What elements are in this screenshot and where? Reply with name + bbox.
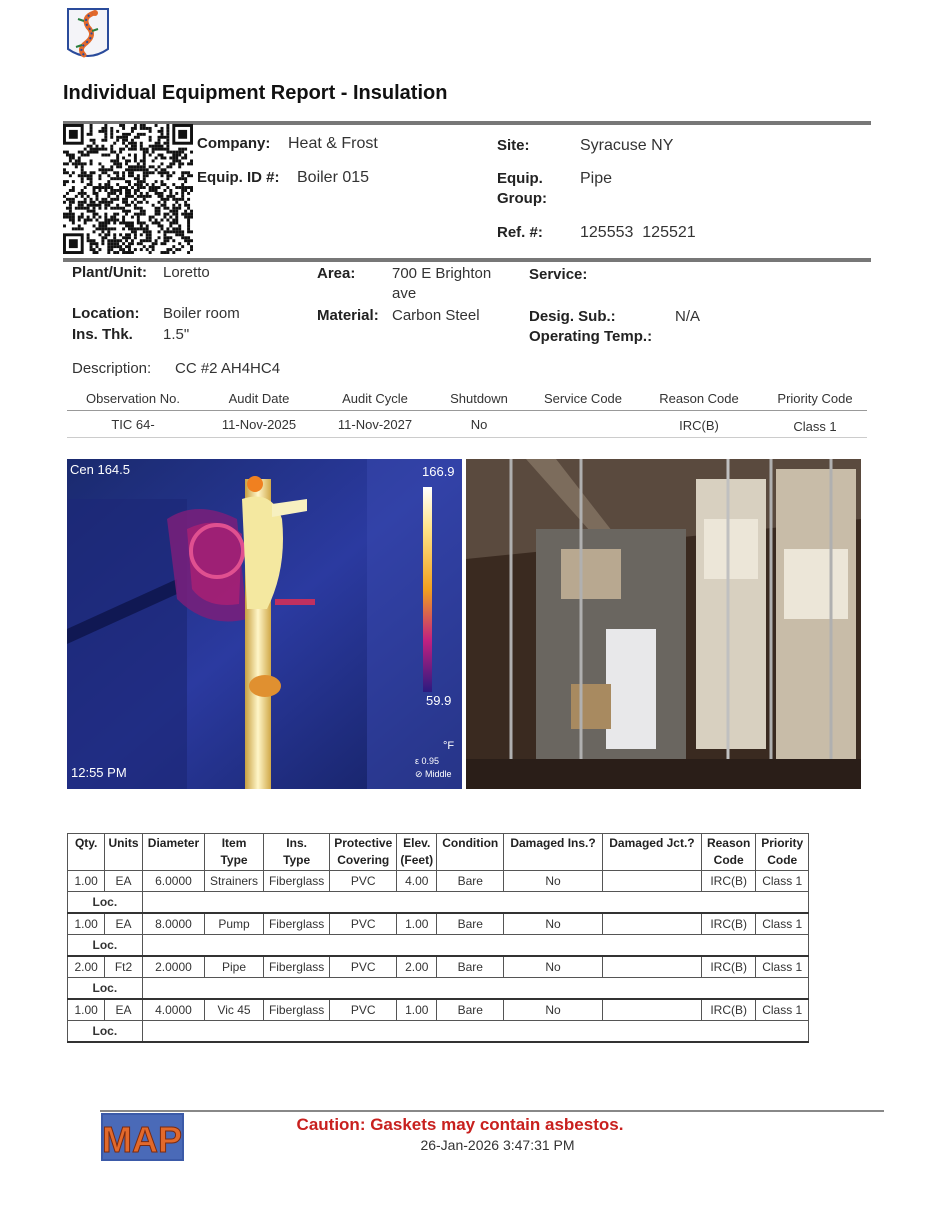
table-cell: 1.00: [68, 999, 105, 1021]
table-cell: Fiberglass: [263, 913, 330, 935]
table-header-cell: [397, 834, 437, 871]
table-header-cell: [437, 834, 504, 871]
thermal-image-graphic: [67, 459, 462, 789]
table-row: [68, 913, 809, 935]
obs-header-service-code: Service Code: [543, 391, 623, 406]
operating-temp-label: Operating Temp.:: [529, 328, 653, 345]
table-loc-row: [68, 1021, 809, 1043]
loc-label: Loc.: [68, 978, 143, 1000]
table-cell: 1.00: [397, 999, 437, 1021]
table-cell: 4.00: [397, 871, 437, 892]
table-cell: PVC: [330, 956, 397, 978]
loc-value: [142, 892, 808, 914]
table-cell: IRC(B): [701, 999, 756, 1021]
obs-value-shutdown: No: [470, 417, 488, 432]
obs-header-shutdown: Shutdown: [450, 391, 508, 406]
table-cell: PVC: [330, 913, 397, 935]
table-header-line: Units: [108, 836, 139, 850]
table-header-cell: [263, 834, 330, 871]
map-logo-text: MAP: [102, 1119, 182, 1160]
site-value: Syracuse NY: [580, 137, 674, 154]
table-row: [68, 956, 809, 978]
table-header-line: Damaged Ins.?: [510, 836, 596, 850]
thermal-max-temp: 166.9: [422, 464, 455, 479]
table-header-cell: [330, 834, 397, 871]
table-row: [68, 999, 809, 1021]
table-header-cell: [105, 834, 142, 871]
table-header-line: Covering: [337, 853, 390, 867]
table-header-line: [605, 852, 699, 869]
table-header-line: Code: [767, 853, 798, 867]
table-header-line: Type: [220, 853, 248, 867]
info-divider: [63, 258, 871, 262]
table-cell: [602, 871, 701, 892]
table-loc-row: [68, 935, 809, 957]
loc-label: Loc.: [68, 1021, 143, 1043]
table-header-cell: [504, 834, 603, 871]
map-logo-icon: [101, 1113, 184, 1161]
area-value-line2: ave: [392, 285, 417, 302]
table-cell: IRC(B): [701, 956, 756, 978]
obs-value-audit-date: 11-Nov-2025: [221, 417, 297, 432]
ins-thk-value: 1.5": [163, 326, 190, 343]
table-header-line: Reason: [706, 836, 751, 850]
material-label: Material:: [317, 307, 379, 324]
site-photo: [466, 459, 861, 789]
table-header-line: Qty.: [74, 836, 98, 850]
table-cell: 1.00: [68, 913, 105, 935]
table-cell: No: [504, 913, 603, 935]
report-title: Individual Equipment Report - Insulation: [63, 82, 448, 104]
table-header-line: Type: [283, 853, 311, 867]
table-cell: No: [504, 871, 603, 892]
ref-label: Ref. #:: [497, 224, 543, 241]
thermal-time: 12:55 PM: [71, 765, 127, 780]
loc-label: Loc.: [68, 892, 143, 914]
ins-thk-label: Ins. Thk.: [72, 326, 133, 343]
table-cell: PVC: [330, 999, 397, 1021]
table-row: [68, 871, 809, 892]
table-header-cell: [205, 834, 264, 871]
loc-value: [142, 935, 808, 957]
thermal-mode: ⊘ Middle: [415, 769, 452, 779]
footer-divider: [100, 1110, 884, 1112]
table-cell: Bare: [437, 913, 504, 935]
area-label: Area:: [317, 265, 356, 282]
report-timestamp: 26-Jan-2026 3:47:31 PM: [420, 1137, 575, 1153]
description-label: Description:: [72, 360, 152, 377]
table-header-line: Priority: [761, 836, 804, 850]
table-cell: Fiberglass: [263, 871, 330, 892]
table-cell: 1.00: [68, 871, 105, 892]
table-header-cell: [756, 834, 809, 871]
table-cell: Bare: [437, 956, 504, 978]
company-label: Company:: [197, 135, 271, 152]
table-header-line: Damaged Jct.?: [609, 836, 695, 850]
equip-group-label-1: Equip.: [497, 170, 543, 187]
table-header-line: [506, 852, 600, 869]
caution-text: Caution: Gaskets may contain asbestos.: [296, 1115, 624, 1134]
qr-code: [63, 124, 193, 254]
location-label: Location:: [72, 305, 140, 322]
thermal-unit: °F: [443, 740, 455, 752]
table-cell: 1.00: [397, 913, 437, 935]
plant-label: Plant/Unit:: [72, 264, 147, 281]
area-value-line1: 700 E Brighton: [392, 265, 492, 282]
equip-group-label-2: Group:: [497, 190, 547, 207]
table-cell: PVC: [330, 871, 397, 892]
table-header-line: Diameter: [147, 836, 200, 850]
table-cell: EA: [105, 913, 142, 935]
obs-header-priority-code: Priority Code: [777, 391, 853, 406]
table-header-cell: [142, 834, 205, 871]
table-loc-row: [68, 892, 809, 914]
table-header-line: Item: [221, 836, 247, 850]
obs-header-reason-code: Reason Code: [659, 391, 739, 406]
description-value: CC #2 AH4HC4: [175, 360, 281, 377]
table-cell: 4.0000: [142, 999, 205, 1021]
table-cell: EA: [105, 871, 142, 892]
obs-value-audit-cycle: 11-Nov-2027: [337, 417, 413, 432]
table-cell: [602, 999, 701, 1021]
table-cell: 8.0000: [142, 913, 205, 935]
desig-sub-label: Desig. Sub.:: [529, 308, 616, 325]
obs-value-reason-code: IRC(B): [679, 418, 719, 433]
site-photo-graphic: [466, 459, 861, 789]
table-cell: Pump: [205, 913, 264, 935]
table-cell: Ft2: [105, 956, 142, 978]
equip-id-label: Equip. ID #:: [197, 169, 280, 186]
table-header-line: (Feet): [400, 853, 434, 867]
table-header-line: [145, 852, 203, 869]
company-logo-icon: [64, 5, 112, 63]
table-header-line: Condition: [442, 836, 499, 850]
obs-header-audit-date: Audit Date: [228, 391, 290, 406]
thermal-center-temp: Cen 164.5: [70, 462, 130, 477]
obs-header-observation: Observation No.: [86, 391, 180, 406]
table-cell: Strainers: [205, 871, 264, 892]
table-cell: 2.00: [397, 956, 437, 978]
table-cell: 2.00: [68, 956, 105, 978]
obs-bottom-rule: [67, 437, 867, 438]
table-cell: Class 1: [756, 913, 809, 935]
table-header-line: Protective: [334, 836, 393, 850]
loc-value: [142, 978, 808, 1000]
table-header-row: [68, 834, 809, 871]
thermal-min-temp: 59.9: [426, 693, 452, 708]
equip-id-value: Boiler 015: [297, 169, 370, 186]
table-loc-row: [68, 978, 809, 1000]
obs-header-audit-cycle: Audit Cycle: [342, 391, 408, 406]
table-header-line: Elev.: [403, 836, 431, 850]
table-cell: No: [504, 999, 603, 1021]
table-header-line: [439, 852, 501, 869]
ref-value: 125553 125521: [580, 224, 696, 241]
table-cell: [602, 956, 701, 978]
table-cell: IRC(B): [701, 913, 756, 935]
table-header-cell: [602, 834, 701, 871]
table-cell: Fiberglass: [263, 999, 330, 1021]
table-cell: No: [504, 956, 603, 978]
table-cell: Class 1: [756, 956, 809, 978]
table-cell: Class 1: [756, 999, 809, 1021]
table-cell: 6.0000: [142, 871, 205, 892]
table-header-line: Ins.: [286, 836, 307, 850]
location-value: Boiler room: [163, 305, 240, 322]
loc-value: [142, 1021, 808, 1043]
table-header-cell: [68, 834, 105, 871]
table-cell: Vic 45: [205, 999, 264, 1021]
table-cell: Class 1: [756, 871, 809, 892]
desig-sub-value: N/A: [675, 308, 701, 325]
obs-divider: [67, 410, 867, 411]
table-header-line: [70, 852, 102, 869]
table-cell: Bare: [437, 871, 504, 892]
loc-label: Loc.: [68, 935, 143, 957]
table-cell: Pipe: [205, 956, 264, 978]
table-header-line: Code: [713, 853, 744, 867]
table-cell: EA: [105, 999, 142, 1021]
obs-value-priority-code: Class 1: [793, 419, 837, 434]
equip-group-value: Pipe: [580, 170, 613, 187]
service-label: Service:: [529, 266, 588, 283]
table-cell: IRC(B): [701, 871, 756, 892]
table-cell: Fiberglass: [263, 956, 330, 978]
obs-value-observation: TIC 64-: [111, 417, 155, 432]
material-value: Carbon Steel: [392, 307, 480, 324]
thermal-image: [67, 459, 462, 789]
table-cell: 2.0000: [142, 956, 205, 978]
plant-value: Loretto: [163, 264, 210, 281]
table-cell: [602, 913, 701, 935]
site-label: Site:: [497, 137, 530, 154]
company-value: Heat & Frost: [288, 135, 378, 152]
equipment-items-table: [67, 833, 809, 1043]
table-header-line: [107, 852, 139, 869]
thermal-emissivity: ε 0.95: [415, 756, 440, 766]
table-header-cell: [701, 834, 756, 871]
table-cell: Bare: [437, 999, 504, 1021]
